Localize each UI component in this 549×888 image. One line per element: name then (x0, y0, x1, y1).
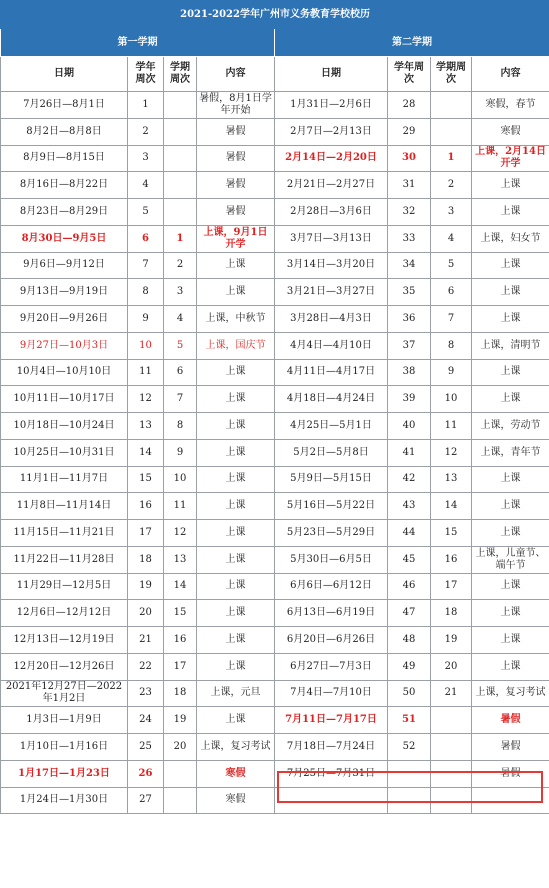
cell-year-week-1: 16 (128, 493, 164, 520)
cell-term-week-2 (431, 118, 472, 145)
cell-term-week-2 (431, 787, 472, 814)
cell-year-week-2: 36 (388, 306, 431, 333)
cell-year-week-1: 4 (128, 172, 164, 199)
cell-year-week-2: 45 (388, 546, 431, 573)
col-header-date-2: 日期 (275, 57, 388, 92)
col-header-year-week-1-text: 学年 周次 (135, 62, 156, 85)
cell-year-week-1: 17 (128, 520, 164, 547)
cell-term-week-1: 11 (164, 493, 197, 520)
cell-term-week-1: 14 (164, 573, 197, 600)
cell-content-2: 上课，2月14日开学 (472, 145, 549, 172)
table-row (1, 413, 549, 440)
cell-term-week-2: 5 (431, 252, 472, 279)
cell-date-1: 1月17日—1月23日 (1, 760, 128, 787)
cell-term-week-2: 2 (431, 172, 472, 199)
cell-date-2: 6月20日—6月26日 (275, 627, 388, 654)
cell-year-week-2: 32 (388, 199, 431, 226)
cell-term-week-2: 14 (431, 493, 472, 520)
cell-term-week-1 (164, 92, 197, 119)
cell-year-week-2: 39 (388, 386, 431, 413)
cell-date-2: 7月11日—7月17日 (275, 707, 388, 734)
cell-term-week-1: 1 (164, 225, 197, 252)
cell-content-1: 暑假，8月1日学年开始 (197, 92, 275, 119)
cell-date-2: 3月14日—3月20日 (275, 252, 388, 279)
cell-year-week-2: 46 (388, 573, 431, 600)
table-row (1, 600, 549, 627)
cell-year-week-2: 38 (388, 359, 431, 386)
cell-content-2: 上课 (472, 386, 549, 413)
cell-content-2: 暑假 (472, 760, 549, 787)
cell-year-week-2: 44 (388, 520, 431, 547)
cell-content-1: 暑假 (197, 145, 275, 172)
cell-content-2: 上课 (472, 493, 549, 520)
cell-term-week-2: 1 (431, 145, 472, 172)
cell-term-week-1 (164, 145, 197, 172)
cell-year-week-2: 52 (388, 734, 431, 761)
cell-content-2: 上课，妇女节 (472, 225, 549, 252)
table-row (1, 653, 549, 680)
cell-date-1: 10月18日—10月24日 (1, 413, 128, 440)
cell-year-week-2: 50 (388, 680, 431, 707)
table-row (1, 760, 549, 787)
cell-date-1: 8月30日—9月5日 (1, 225, 128, 252)
cell-year-week-1: 15 (128, 466, 164, 493)
semester-1-header: 第一学期 (1, 29, 275, 57)
cell-year-week-2: 30 (388, 145, 431, 172)
cell-term-week-1: 20 (164, 734, 197, 761)
cell-content-2 (472, 787, 549, 814)
cell-year-week-2: 37 (388, 332, 431, 359)
cell-year-week-1: 5 (128, 199, 164, 226)
cell-content-2: 上课 (472, 653, 549, 680)
table-row (1, 172, 549, 199)
cell-content-1: 上课 (197, 386, 275, 413)
table-row (1, 680, 549, 707)
cell-year-week-1: 1 (128, 92, 164, 119)
cell-date-1: 2021年12月27日—2022年1月2日 (1, 680, 128, 707)
table-row (1, 573, 549, 600)
cell-content-2: 上课 (472, 172, 549, 199)
cell-term-week-2: 9 (431, 359, 472, 386)
table-row (1, 252, 549, 279)
cell-year-week-2: 33 (388, 225, 431, 252)
cell-year-week-2 (388, 787, 431, 814)
cell-year-week-1: 12 (128, 386, 164, 413)
cell-date-2: 7月18日—7月24日 (275, 734, 388, 761)
cell-content-1: 上课，国庆节 (197, 332, 275, 359)
cell-date-1: 12月20日—12月26日 (1, 653, 128, 680)
cell-term-week-1: 16 (164, 627, 197, 654)
cell-content-2: 寒假，春节 (472, 92, 549, 119)
cell-term-week-2 (431, 92, 472, 119)
cell-content-1: 上课，复习考试 (197, 734, 275, 761)
cell-content-1: 上课 (197, 707, 275, 734)
cell-date-1: 10月11日—10月17日 (1, 386, 128, 413)
cell-content-2: 上课 (472, 627, 549, 654)
col-header-year-week-2-text: 学年周 次 (394, 62, 424, 85)
cell-content-2: 上课，清明节 (472, 332, 549, 359)
col-header-term-week-2 (431, 57, 472, 92)
cell-year-week-2: 42 (388, 466, 431, 493)
cell-date-2: 5月9日—5月15日 (275, 466, 388, 493)
cell-term-week-1: 10 (164, 466, 197, 493)
cell-term-week-2: 19 (431, 627, 472, 654)
cell-content-1: 上课 (197, 546, 275, 573)
cell-year-week-1: 2 (128, 118, 164, 145)
cell-content-2: 暑假 (472, 707, 549, 734)
cell-content-2: 上课，劳动节 (472, 413, 549, 440)
cell-date-1: 11月15日—11月21日 (1, 520, 128, 547)
cell-content-1: 上课 (197, 359, 275, 386)
table-row (1, 439, 549, 466)
cell-content-1: 上课 (197, 279, 275, 306)
cell-date-2: 5月2日—5月8日 (275, 439, 388, 466)
col-header-term-week-2-text: 学期周 次 (436, 62, 466, 85)
cell-content-2: 上课 (472, 573, 549, 600)
cell-content-2: 寒假 (472, 118, 549, 145)
cell-date-2: 4月11日—4月17日 (275, 359, 388, 386)
cell-content-1: 暑假 (197, 118, 275, 145)
cell-term-week-2: 17 (431, 573, 472, 600)
table-row (1, 92, 549, 119)
table-row (1, 707, 549, 734)
cell-content-2: 上课 (472, 359, 549, 386)
cell-content-2: 上课 (472, 466, 549, 493)
cell-date-2: 2月7日—2月13日 (275, 118, 388, 145)
cell-date-1: 9月27日—10月3日 (1, 332, 128, 359)
cell-term-week-1 (164, 118, 197, 145)
cell-year-week-1: 8 (128, 279, 164, 306)
cell-year-week-1: 13 (128, 413, 164, 440)
cell-year-week-2: 29 (388, 118, 431, 145)
cell-term-week-2: 8 (431, 332, 472, 359)
table-row (1, 493, 549, 520)
table-row (1, 279, 549, 306)
cell-term-week-2 (431, 734, 472, 761)
cell-content-2: 上课 (472, 199, 549, 226)
table-row (1, 734, 549, 761)
cell-term-week-2: 16 (431, 546, 472, 573)
cell-term-week-2: 15 (431, 520, 472, 547)
cell-year-week-1: 11 (128, 359, 164, 386)
cell-date-2: 3月28日—4月3日 (275, 306, 388, 333)
cell-date-2: 6月27日—7月3日 (275, 653, 388, 680)
cell-date-2: 5月30日—6月5日 (275, 546, 388, 573)
cell-year-week-1: 18 (128, 546, 164, 573)
cell-year-week-1: 21 (128, 627, 164, 654)
cell-term-week-1: 15 (164, 600, 197, 627)
cell-year-week-1: 10 (128, 332, 164, 359)
cell-date-2: 6月13日—6月19日 (275, 600, 388, 627)
cell-content-2: 上课 (472, 306, 549, 333)
cell-content-2: 上课，复习考试 (472, 680, 549, 707)
cell-content-1: 上课 (197, 573, 275, 600)
cell-term-week-1 (164, 172, 197, 199)
cell-date-1: 9月6日—9月12日 (1, 252, 128, 279)
table-row (1, 386, 549, 413)
cell-term-week-2: 13 (431, 466, 472, 493)
cell-term-week-2: 21 (431, 680, 472, 707)
cell-year-week-1: 25 (128, 734, 164, 761)
cell-content-2: 上课 (472, 520, 549, 547)
table-row (1, 466, 549, 493)
cell-date-1: 1月3日—1月9日 (1, 707, 128, 734)
cell-date-2: 4月25日—5月1日 (275, 413, 388, 440)
col-header-date-1: 日期 (1, 57, 128, 92)
cell-year-week-2: 28 (388, 92, 431, 119)
cell-content-1: 上课，元旦 (197, 680, 275, 707)
cell-date-1: 8月9日—8月15日 (1, 145, 128, 172)
cell-content-1: 上课 (197, 439, 275, 466)
cell-date-1: 11月29日—12月5日 (1, 573, 128, 600)
semester-row (1, 29, 549, 57)
col-header-year-week-1 (128, 57, 164, 92)
cell-date-2: 1月31日—2月6日 (275, 92, 388, 119)
cell-content-2: 上课，青年节 (472, 439, 549, 466)
cell-term-week-1: 7 (164, 386, 197, 413)
cell-date-1: 7月26日—8月1日 (1, 92, 128, 119)
table-row (1, 520, 549, 547)
cell-date-1: 1月24日—1月30日 (1, 787, 128, 814)
column-header-row (1, 57, 549, 92)
cell-date-1: 9月13日—9月19日 (1, 279, 128, 306)
cell-term-week-2: 20 (431, 653, 472, 680)
cell-date-1: 10月25日—10月31日 (1, 439, 128, 466)
cell-content-1: 上课 (197, 466, 275, 493)
cell-content-2: 上课 (472, 252, 549, 279)
calendar-title: 2021-2022学年广州市义务教育学校校历 (1, 1, 549, 29)
cell-year-week-1: 7 (128, 252, 164, 279)
cell-year-week-2: 43 (388, 493, 431, 520)
table-row (1, 306, 549, 333)
cell-term-week-2: 11 (431, 413, 472, 440)
cell-date-2: 7月4日—7月10日 (275, 680, 388, 707)
table-row (1, 627, 549, 654)
cell-year-week-1: 26 (128, 760, 164, 787)
table-row (1, 359, 549, 386)
cell-date-1: 11月22日—11月28日 (1, 546, 128, 573)
cell-term-week-2: 6 (431, 279, 472, 306)
cell-content-1: 上课 (197, 252, 275, 279)
cell-term-week-1: 2 (164, 252, 197, 279)
cell-year-week-2: 40 (388, 413, 431, 440)
cell-content-2: 暑假 (472, 734, 549, 761)
cell-term-week-1 (164, 760, 197, 787)
cell-term-week-1: 6 (164, 359, 197, 386)
cell-date-1: 1月10日—1月16日 (1, 734, 128, 761)
cell-term-week-2: 12 (431, 439, 472, 466)
cell-year-week-2: 49 (388, 653, 431, 680)
cell-date-1: 11月1日—11月7日 (1, 466, 128, 493)
table-row (1, 199, 549, 226)
cell-year-week-2: 48 (388, 627, 431, 654)
cell-year-week-2: 41 (388, 439, 431, 466)
cell-date-2: 3月21日—3月27日 (275, 279, 388, 306)
cell-term-week-1: 17 (164, 653, 197, 680)
col-header-term-week-1 (164, 57, 197, 92)
cell-year-week-2: 34 (388, 252, 431, 279)
col-header-year-week-2 (388, 57, 431, 92)
cell-term-week-2: 7 (431, 306, 472, 333)
col-header-content-2: 内容 (472, 57, 549, 92)
cell-year-week-1: 14 (128, 439, 164, 466)
cell-year-week-1: 27 (128, 787, 164, 814)
cell-term-week-1: 13 (164, 546, 197, 573)
cell-term-week-1: 12 (164, 520, 197, 547)
cell-year-week-2: 31 (388, 172, 431, 199)
cell-date-2: 5月23日—5月29日 (275, 520, 388, 547)
cell-content-2: 上课 (472, 600, 549, 627)
cell-content-1: 上课 (197, 653, 275, 680)
table-row (1, 546, 549, 573)
cell-year-week-1: 24 (128, 707, 164, 734)
cell-term-week-1: 5 (164, 332, 197, 359)
cell-content-1: 暑假 (197, 199, 275, 226)
cell-date-2: 6月6日—6月12日 (275, 573, 388, 600)
cell-year-week-2: 35 (388, 279, 431, 306)
col-header-term-week-1-text: 学期 周次 (170, 62, 190, 85)
table-row (1, 118, 549, 145)
cell-year-week-2 (388, 760, 431, 787)
cell-date-2: 2月28日—3月6日 (275, 199, 388, 226)
cell-term-week-1: 19 (164, 707, 197, 734)
cell-date-1: 12月6日—12月12日 (1, 600, 128, 627)
table-row (1, 225, 549, 252)
cell-date-1: 8月16日—8月22日 (1, 172, 128, 199)
cell-term-week-2 (431, 760, 472, 787)
cell-year-week-1: 23 (128, 680, 164, 707)
cell-year-week-1: 19 (128, 573, 164, 600)
cell-content-2: 上课，儿童节、端午节 (472, 546, 549, 573)
cell-term-week-1 (164, 199, 197, 226)
cell-content-1: 上课 (197, 600, 275, 627)
cell-date-1: 11月8日—11月14日 (1, 493, 128, 520)
cell-content-2: 上课 (472, 279, 549, 306)
col-header-content-1: 内容 (197, 57, 275, 92)
cell-date-1: 12月13日—12月19日 (1, 627, 128, 654)
cell-term-week-1: 18 (164, 680, 197, 707)
cell-date-2: 3月7日—3月13日 (275, 225, 388, 252)
cell-date-1: 8月23日—8月29日 (1, 199, 128, 226)
cell-term-week-2: 3 (431, 199, 472, 226)
table-row (1, 145, 549, 172)
cell-term-week-2: 10 (431, 386, 472, 413)
cell-date-1: 10月4日—10月10日 (1, 359, 128, 386)
cell-date-2: 4月4日—4月10日 (275, 332, 388, 359)
semester-2-header: 第二学期 (275, 29, 549, 57)
cell-content-1: 上课 (197, 520, 275, 547)
cell-date-2: 7月25日—7月31日 (275, 760, 388, 787)
cell-content-1: 寒假 (197, 760, 275, 787)
cell-date-2 (275, 787, 388, 814)
cell-date-2: 2月21日—2月27日 (275, 172, 388, 199)
cell-content-1: 上课 (197, 413, 275, 440)
cell-year-week-2: 47 (388, 600, 431, 627)
cell-content-1: 上课，中秋节 (197, 306, 275, 333)
cell-date-1: 9月20日—9月26日 (1, 306, 128, 333)
cell-content-1: 暑假 (197, 172, 275, 199)
cell-date-1: 8月2日—8月8日 (1, 118, 128, 145)
cell-year-week-1: 22 (128, 653, 164, 680)
cell-year-week-1: 9 (128, 306, 164, 333)
cell-year-week-1: 3 (128, 145, 164, 172)
cell-year-week-1: 6 (128, 225, 164, 252)
cell-content-1: 上课，9月1日开学 (197, 225, 275, 252)
cell-term-week-1: 4 (164, 306, 197, 333)
cell-term-week-2: 4 (431, 225, 472, 252)
cell-term-week-2: 18 (431, 600, 472, 627)
cell-year-week-1: 20 (128, 600, 164, 627)
cell-year-week-2: 51 (388, 707, 431, 734)
cell-date-2: 2月14日—2月20日 (275, 145, 388, 172)
cell-date-2: 4月18日—4月24日 (275, 386, 388, 413)
title-row (1, 1, 549, 29)
table-row (1, 787, 549, 814)
cell-term-week-1 (164, 787, 197, 814)
cell-term-week-1: 9 (164, 439, 197, 466)
cell-content-1: 上课 (197, 627, 275, 654)
cell-term-week-1: 8 (164, 413, 197, 440)
cell-term-week-1: 3 (164, 279, 197, 306)
cell-content-1: 上课 (197, 493, 275, 520)
cell-term-week-2 (431, 707, 472, 734)
cell-date-2: 5月16日—5月22日 (275, 493, 388, 520)
cell-content-1: 寒假 (197, 787, 275, 814)
table-row (1, 332, 549, 359)
